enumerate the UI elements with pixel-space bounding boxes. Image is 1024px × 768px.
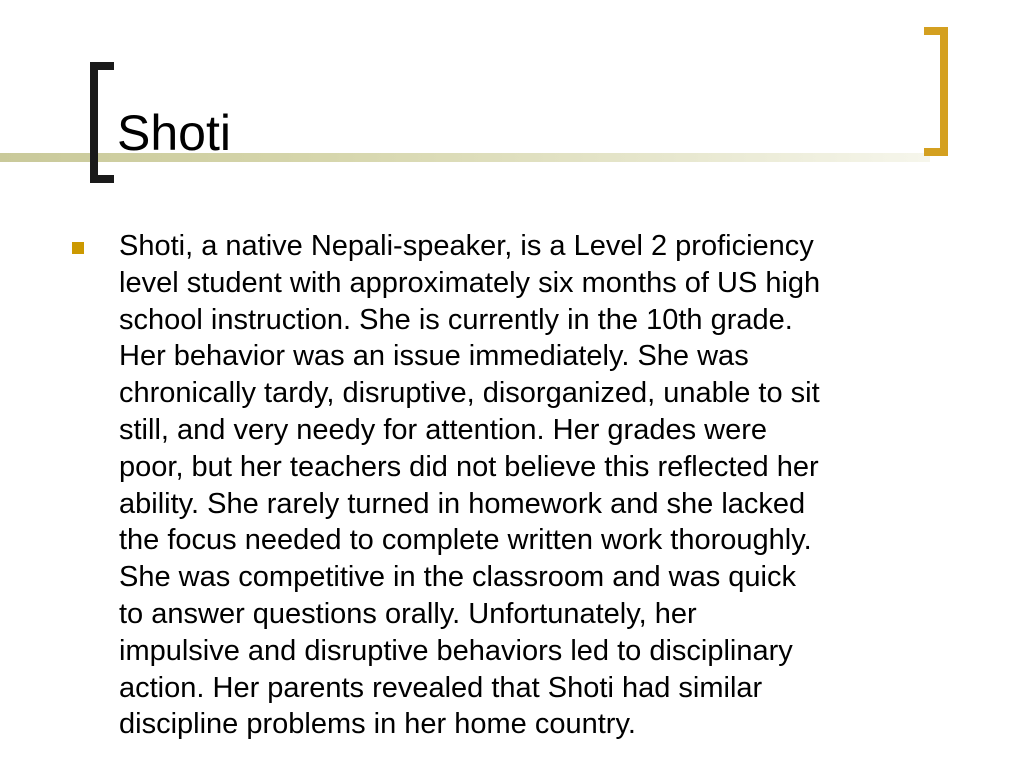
slide-body [66, 228, 966, 743]
square-bullet-icon [72, 242, 84, 254]
slide-title: Shoti [117, 105, 231, 161]
bullet-item [66, 228, 966, 743]
bullet-text: Shoti, a native Nepali-speaker, is a Level 2 proficiency level student with approximately six months of US high school instruction. She is currently in the 10th grade. Her behavior was an issue immediately. She was chronically tardy, disruptive, disorganized, unable to sit still, and very needy for attention. Her grades were poor, but her teachers did not believe this reflected her ability. She rarely turned in homework and she lacked the focus needed to complete written work thoroughly. She was competitive in the classroom and was quick to answer questions orally. Unfortunately, her impulsive and disruptive behaviors led to disciplinary action. Her parents revealed that Shoti had similar discipline problems in her home country. [119, 230, 821, 741]
left-bracket-decoration [90, 62, 114, 183]
right-bracket-decoration [924, 27, 948, 156]
